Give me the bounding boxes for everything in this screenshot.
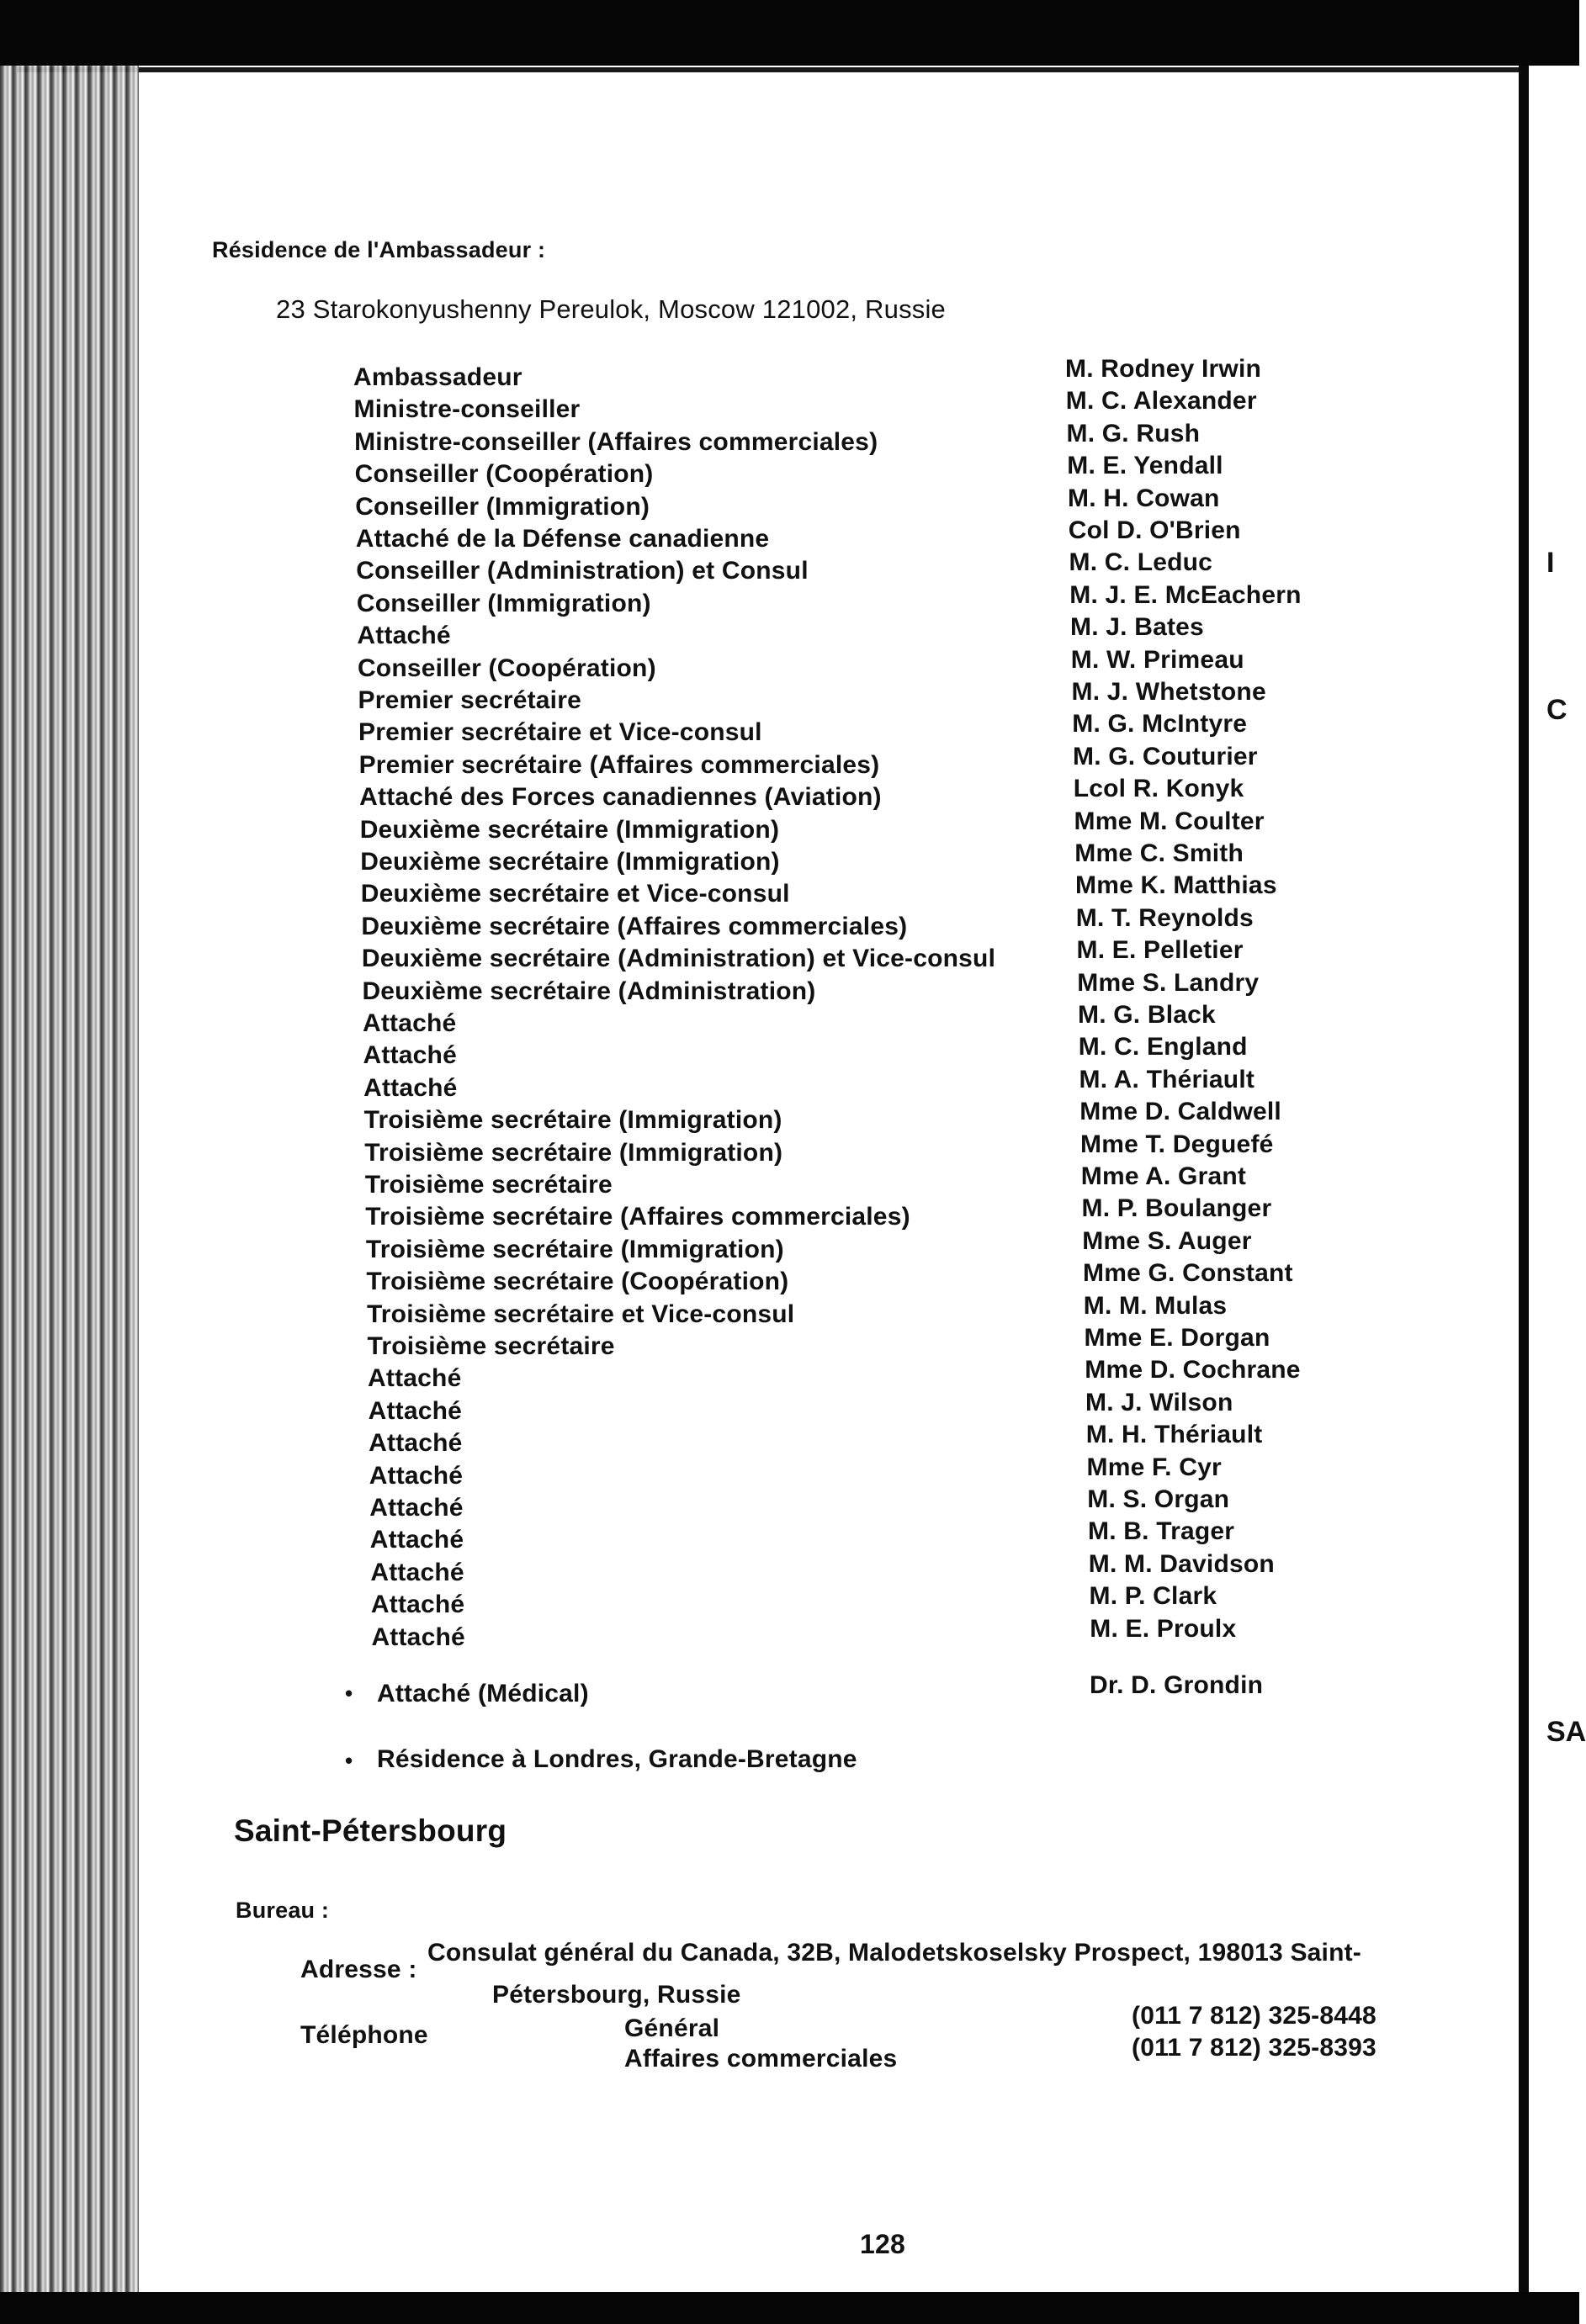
staff-title: Attaché <box>369 1429 463 1458</box>
staff-title: Conseiller (Administration) et Consul <box>356 557 809 585</box>
edge-fragment: C <box>1546 694 1567 726</box>
staff-name: M. Rodney Irwin <box>1065 355 1262 383</box>
address-line-1: Consulat général du Canada, 32B, Malodetskoselsky Prospect, 198013 Saint- <box>427 1939 1361 1967</box>
staff-title: Deuxième secrétaire (Administration) <box>362 977 816 1005</box>
staff-title: Troisième secrétaire <box>367 1332 615 1360</box>
staff-name: M. M. Davidson <box>1088 1549 1275 1578</box>
staff-title: Conseiller (Coopération) <box>357 654 656 682</box>
edge-fragment: I <box>1546 547 1555 579</box>
staff-title: Attaché <box>370 1558 464 1586</box>
staff-name: M. M. Mulas <box>1083 1291 1228 1320</box>
scan-top-rule <box>17 67 1531 72</box>
staff-title: Attaché <box>363 1073 458 1102</box>
scan-left-binding-edge <box>0 66 139 2324</box>
city-heading: Saint-Pétersbourg <box>234 1813 507 1848</box>
staff-name: M. J. Whetstone <box>1071 678 1266 706</box>
staff-title: Premier secrétaire et Vice-consul <box>358 718 762 747</box>
staff-name: M. C. Alexander <box>1065 387 1257 416</box>
staff-title: Attaché <box>371 1623 465 1651</box>
staff-name: M. C. Leduc <box>1069 548 1213 577</box>
staff-name: M. E. Yendall <box>1067 452 1223 480</box>
staff-name: Mme E. Dorgan <box>1084 1324 1270 1352</box>
staff-title: Ministre-conseiller (Affaires commerciales) <box>354 427 878 456</box>
staff-name: Mme S. Auger <box>1082 1226 1252 1255</box>
staff-title: Deuxième secrétaire (Administration) et Vice-consul <box>361 945 996 973</box>
telephone-label: Téléphone <box>300 2021 428 2049</box>
staff-title: Conseiller (Immigration) <box>356 589 651 617</box>
staff-name: M. E. Pelletier <box>1076 936 1244 965</box>
staff-title: Deuxième secrétaire et Vice-consul <box>360 880 790 908</box>
staff-name: M. G. Couturier <box>1073 742 1258 770</box>
staff-name: M. G. Black <box>1078 1001 1216 1029</box>
medical-name: Dr. D. Grondin <box>1090 1671 1264 1699</box>
staff-title: Ministre-conseiller <box>353 395 581 424</box>
staff-name: Mme K. Matthias <box>1075 871 1277 900</box>
telephone-number-commercial: (011 7 812) 325-8393 <box>1132 2034 1376 2062</box>
staff-name: M. W. Primeau <box>1070 645 1244 674</box>
staff-title: Troisième secrétaire <box>364 1171 613 1199</box>
staff-name: Mme M. Coulter <box>1074 807 1265 835</box>
staff-name: Mme A. Grant <box>1080 1162 1247 1190</box>
staff-title: Premier secrétaire (Affaires commerciales) <box>358 750 880 779</box>
staff-title: Attaché <box>363 1009 457 1037</box>
staff-title: Troisième secrétaire (Coopération) <box>366 1268 789 1296</box>
staff-title: Troisième secrétaire (Immigration) <box>365 1235 784 1263</box>
staff-name: M. P. Boulanger <box>1081 1194 1272 1223</box>
staff-name: Mme T. Deguefé <box>1080 1130 1274 1158</box>
staff-title: Premier secrétaire <box>358 686 581 714</box>
staff-title: Troisième secrétaire (Immigration) <box>364 1138 783 1167</box>
scan-right-page-edge <box>1519 66 1579 2324</box>
staff-title: Deuxième secrétaire (Immigration) <box>360 848 780 876</box>
staff-title: Attaché <box>369 1461 464 1490</box>
staff-title: Attaché des Forces canadiennes (Aviation) <box>359 783 882 812</box>
staff-name: Col D. O'Brien <box>1068 516 1241 544</box>
staff-title: Troisième secrétaire et Vice-consul <box>366 1300 795 1328</box>
staff-name: M. H. Thériault <box>1085 1421 1263 1449</box>
residence-heading: Résidence de l'Ambassadeur : <box>212 237 546 262</box>
staff-name: Mme D. Caldwell <box>1079 1098 1281 1126</box>
staff-name: Mme F. Cyr <box>1086 1453 1222 1481</box>
staff-name: M. G. McIntyre <box>1072 710 1248 738</box>
staff-name: M. T. Reynolds <box>1075 903 1254 932</box>
london-bullet: • <box>345 1748 353 1773</box>
staff-title: Attaché <box>357 622 451 650</box>
staff-title: Attaché <box>370 1591 465 1619</box>
staff-title: Deuxième secrétaire (Affaires commerciales) <box>361 912 908 940</box>
staff-name: Mme G. Constant <box>1083 1259 1293 1288</box>
staff-title: Troisième secrétaire (Affaires commerciales) <box>365 1203 910 1231</box>
medical-title: Attaché (Médical) <box>377 1680 589 1707</box>
staff-name: Mme S. Landry <box>1077 968 1260 997</box>
staff-title: Troisième secrétaire (Immigration) <box>363 1106 782 1135</box>
staff-name: Mme D. Cochrane <box>1085 1356 1301 1384</box>
staff-title: Conseiller (Coopération) <box>354 460 654 489</box>
staff-name: M. E. Proulx <box>1090 1614 1237 1643</box>
staff-title: Deuxième secrétaire (Immigration) <box>359 815 780 844</box>
staff-name: M. J. Bates <box>1070 613 1204 642</box>
staff-title: Attaché <box>369 1494 464 1522</box>
staff-name: M. J. E. McEachern <box>1069 580 1302 609</box>
staff-title: Attaché <box>368 1396 463 1425</box>
london-note: Résidence à Londres, Grande-Bretagne <box>377 1745 857 1773</box>
scan-bottom-border <box>0 2292 1579 2324</box>
telephone-type-general: Général <box>624 2014 720 2042</box>
staff-name: M. G. Rush <box>1066 419 1201 447</box>
residence-address: 23 Starokonyushenny Pereulok, Moscow 121002, Russie <box>276 294 946 324</box>
page-number: 128 <box>860 2229 905 2259</box>
staff-name: M. J. Wilson <box>1085 1388 1233 1416</box>
address-line-2: Pétersbourg, Russie <box>492 1981 741 2009</box>
staff-title: Attaché <box>369 1526 464 1554</box>
staff-name: M. A. Thériault <box>1079 1065 1255 1093</box>
edge-fragment: SA <box>1546 1716 1586 1748</box>
staff-name: Mme C. Smith <box>1074 839 1244 867</box>
staff-title: Attaché <box>363 1041 457 1070</box>
staff-title: Ambassadeur <box>353 363 522 391</box>
telephone-type-commercial: Affaires commerciales <box>624 2045 898 2073</box>
telephone-number-general: (011 7 812) 325-8448 <box>1132 2002 1376 2030</box>
staff-title: Attaché <box>368 1364 462 1393</box>
staff-name: M. S. Organ <box>1087 1485 1230 1513</box>
staff-title: Conseiller (Immigration) <box>355 492 650 521</box>
staff-name: M. H. Cowan <box>1068 484 1220 512</box>
staff-name: M. P. Clark <box>1089 1582 1217 1611</box>
scan-top-border <box>0 0 1579 66</box>
staff-name: M. C. England <box>1078 1033 1248 1061</box>
staff-name: M. B. Trager <box>1088 1517 1235 1546</box>
address-label: Adresse : <box>300 1956 417 1983</box>
staff-name: Lcol R. Konyk <box>1073 775 1244 803</box>
medical-bullet: • <box>345 1681 353 1706</box>
staff-title: Attaché de la Défense canadienne <box>355 525 770 553</box>
bureau-label: Bureau : <box>236 1898 330 1923</box>
